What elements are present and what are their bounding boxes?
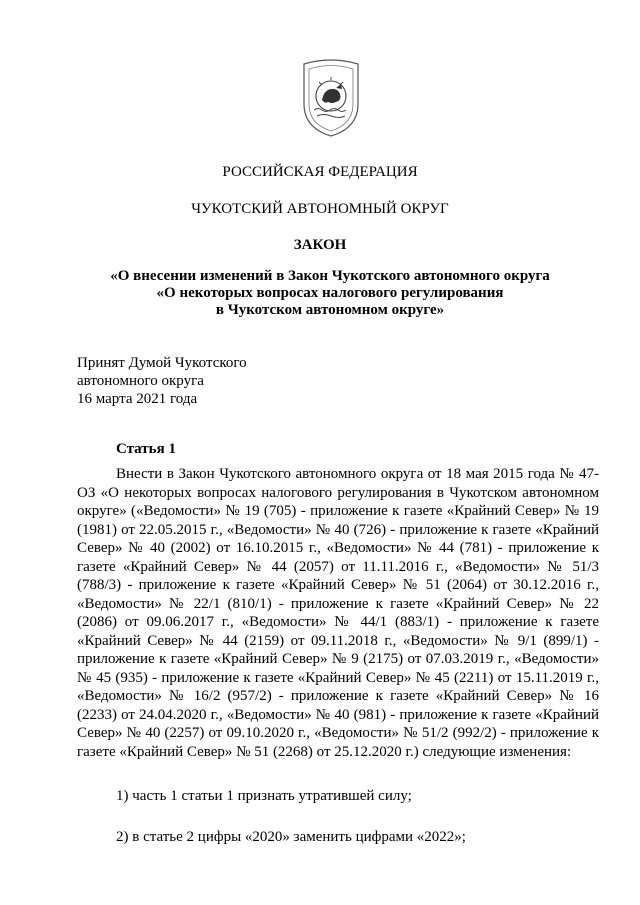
law-title-line: «О внесении изменений в Закон Чукотского автономного округа bbox=[110, 268, 550, 284]
article-item: 2) в статье 2 цифры «2020» заменить цифрами «2022»; bbox=[116, 829, 466, 845]
article-item: 1) часть 1 статьи 1 признать утратившей силу; bbox=[116, 788, 412, 804]
law-title-line: в Чукотском автономном округе» bbox=[215, 302, 445, 318]
adoption-line: Принят Думой Чукотского bbox=[77, 355, 247, 371]
law-title bbox=[60, 268, 600, 319]
adoption-info bbox=[77, 354, 247, 408]
article-heading: Статья 1 bbox=[116, 441, 176, 457]
law-title-line: «О некоторых вопросах налогового регулирования bbox=[156, 285, 504, 301]
region-name: ЧУКОТСКИЙ АВТОНОМНЫЙ ОКРУГ bbox=[191, 201, 449, 217]
coat-of-arms-emblem bbox=[300, 58, 362, 138]
adoption-line: автономного округа bbox=[77, 373, 204, 389]
document-type: ЗАКОН bbox=[293, 237, 347, 253]
adoption-date: 16 марта 2021 года bbox=[77, 391, 198, 407]
country-name: РОССИЙСКАЯ ФЕДЕРАЦИЯ bbox=[222, 164, 418, 180]
article-body: Внести в Закон Чукотского автономного округа от 18 мая 2015 года № 47-ОЗ «О некоторых вопросах налогового регулирования в Чукотском автономном округе» («Ведомости» № 19 (705) - приложение к газете «Крайний Север» № 19 (1981) от 22.05.2015 г., «Ведомости» № 40 (726) - приложение к газете «Крайний Север» № 40 (2002) от 16.10.2015 г., «Ведомости» № 44 (781) - приложение к газете «Крайний Север» № 44 (2057) от 11.11.2016 г., «Ведомости» № 51/3 (788/3) - приложение к газете «Крайний Север» № 51 (2064) от 30.12.2016 г., «Ведомости» № 22/1 (810/1) - приложение к газете «Крайний Север» № 22 (2086) от 09.06.2017 г., «Ведомости» № 44/1 (883/1) - приложение к газете «Крайний Север» № 44 (2159) от 09.11.2018 г., «Ведомости» № 9/1 (899/1) - приложение к газете «Крайний Север» № 9 (2175) от 07.03.2019 г., «Ведомости» № 45 (935) - приложение к газете «Крайний Север» № 45 (2211) от 15.11.2019 г., «Ведомости» № 16/2 (957/2) - приложение к газете «Крайний Север» № 16 (2233) от 24.04.2020 г., «Ведомости» № 40 (981) - приложение к газете «Крайний Север» № 40 (2257) от 09.10.2020 г., «Ведомости» № 51/2 (992/2) - приложение к газете «Крайний Север» № 51 (2268) от 25.12.2020 г.) следующие изменения: bbox=[77, 466, 599, 760]
